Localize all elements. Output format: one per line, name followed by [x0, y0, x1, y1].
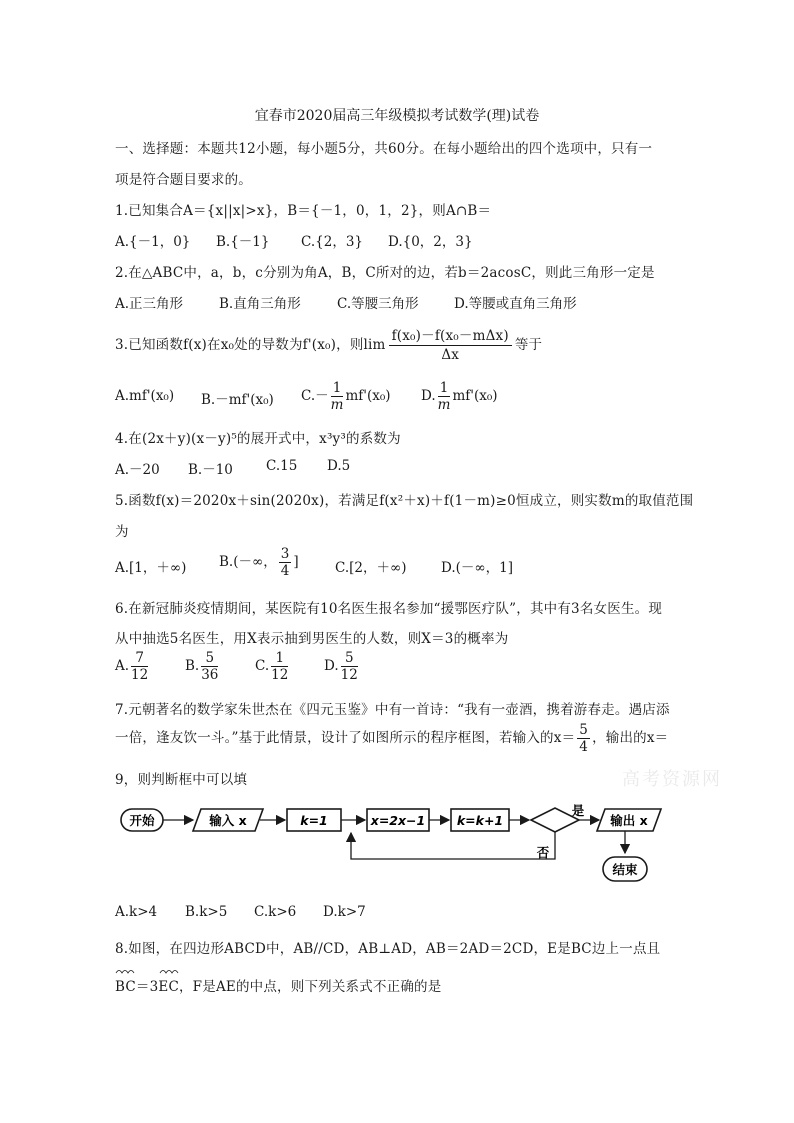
q5-stem-line1: 5.函数f(x)＝2020x＋sin(2020x)，若满足f(x²＋x)＋f(1－m)≥0恒成立，则实数m的取值范围: [115, 493, 694, 509]
q6-option-d-letter: D.: [324, 658, 339, 674]
q4-stem: 4.在(2x＋y)(x－y)⁵的展开式中，x³y³的系数为: [115, 431, 401, 447]
q7-stem-line2: [115, 722, 668, 755]
q2-option-d: D.等腰或直角三角形: [454, 296, 577, 312]
q3-limit-denominator: Δx: [441, 347, 460, 363]
q6-option-a-letter: A.: [115, 658, 130, 674]
q6-option-b: [185, 650, 220, 683]
q3-option-a: A.mf'(x₀): [115, 388, 175, 404]
q7-stem-line1: 7.元朝著名的数学家朱世杰在《四元玉鉴》中有一首诗：“我有一壶酒，携着游春走。遇店添: [115, 702, 670, 718]
q3-option-d-fraction: [438, 380, 451, 413]
q6-option-d-numerator: 5: [341, 650, 358, 667]
q6-option-d-denominator: 12: [340, 667, 358, 683]
q2-stem: 2.在△ABC中，a，b，c分别为角A，B，C所对的边，若b＝2acosC，则此三角形一定是: [115, 265, 655, 281]
q3-option-c-suffix: mf'(x₀): [345, 388, 391, 404]
q6-option-c-denominator: 12: [271, 667, 289, 683]
q2-option-a: A.正三角形: [115, 296, 184, 312]
q2-option-b: B.直角三角形: [219, 296, 301, 312]
q6-stem-line1: 6.在新冠肺炎疫情期间，某医院有10名医生报名参加“援鄂医疗队”，其中有3名女医生。现: [115, 601, 663, 617]
vector-arrow-ec: [160, 971, 178, 974]
q4-option-b: B.－10: [188, 462, 233, 478]
q5-option-b-numerator: 3: [280, 546, 290, 562]
q6-option-d-fraction: [341, 650, 358, 683]
q6-option-b-denominator: 36: [201, 667, 219, 683]
q6-option-b-letter: B.: [185, 658, 200, 674]
q5-option-b: [219, 546, 299, 579]
flow-no-label: 否: [536, 845, 550, 860]
flow-output-label: 输出 x: [610, 813, 648, 828]
q4-option-d: D.5: [327, 458, 351, 474]
q3-option-d: [421, 380, 498, 413]
q7-x-denominator: 4: [579, 739, 589, 755]
q8-stem-line1: 8.如图，在四边形ABCD中，AB//CD，AB⊥AD，AB＝2AD＝2CD，E是BC边上一点且: [115, 941, 661, 957]
flow-yes-label: 是: [571, 803, 585, 818]
q3-option-b: B.－mf'(x₀): [201, 392, 274, 408]
q6-option-c-fraction: [271, 650, 288, 683]
q3-limit-numerator: f(x₀)－f(x₀－mΔx): [389, 327, 512, 346]
q6-option-a-numerator: 7: [131, 650, 148, 667]
q7-x-numerator: 5: [579, 722, 589, 738]
flow-end-label: 结束: [612, 862, 638, 877]
q3-option-d-denominator: m: [437, 397, 451, 413]
q6-option-a: [115, 650, 150, 683]
q3-option-d-suffix: mf'(x₀): [452, 388, 498, 404]
flow-loop-arrow: [351, 832, 555, 859]
q3-option-d-prefix: D.: [421, 388, 436, 404]
q6-option-a-denominator: 12: [131, 667, 149, 683]
q5-option-d: D.(－∞，1]: [441, 560, 514, 576]
flow-start-label: 开始: [129, 813, 155, 828]
q3-option-c-prefix: C.－: [301, 388, 329, 404]
q7-stem-line2-post: ，输出的x＝: [592, 730, 669, 746]
q7-option-d: D.k>7: [323, 904, 366, 920]
flow-init-label: k=1: [300, 813, 328, 828]
q7-flowchart: [115, 797, 675, 892]
flow-update-k-label: k=k+1: [456, 813, 504, 828]
q4-option-a: A.－20: [115, 462, 160, 478]
q7-stem-line3: 9，则判断框中可以填: [115, 772, 248, 788]
q5-option-b-fraction: [279, 546, 292, 579]
q2-option-c: C.等腰三角形: [337, 296, 419, 312]
q3-option-c-fraction: [331, 380, 344, 413]
q6-option-b-fraction: [201, 650, 218, 683]
q8-vector-marks: [115, 967, 185, 975]
q3-option-c-numerator: 1: [331, 380, 344, 397]
q3-option-d-numerator: 1: [438, 380, 451, 397]
watermark: 高考资源网: [622, 769, 722, 790]
q1-option-b: B.{－1}: [216, 234, 270, 250]
q6-stem-line2: 从中抽选5名医生，用X表示抽到男医生的人数，则X＝3的概率为: [115, 631, 509, 647]
q6-option-c: [255, 650, 290, 683]
q8-stem-line2: BC＝3EC，F是AE的中点，则下列关系式不正确的是: [115, 979, 442, 995]
q5-option-b-denominator: 4: [280, 563, 290, 579]
q6-option-c-letter: C.: [255, 658, 270, 674]
flow-input-label: 输入 x: [209, 813, 247, 828]
exam-title: 宜春市2020届高三年级模拟考试数学(理)试卷: [254, 108, 540, 124]
q1-option-d: D.{0，2，3}: [388, 234, 473, 250]
q3-option-c: [301, 380, 391, 413]
q6-option-b-numerator: 5: [201, 650, 218, 667]
q6-option-a-fraction: [131, 650, 148, 683]
q3-stem-post: 等于: [514, 337, 543, 353]
q3-stem: [115, 327, 542, 364]
q6-option-d: [324, 650, 360, 683]
section-heading-line2: 项是符合题目要求的。: [115, 172, 252, 188]
q7-x-fraction: [577, 722, 590, 755]
q7-option-c: C.k>6: [254, 904, 297, 920]
q5-stem-line2: 为: [115, 524, 129, 540]
q7-option-b: B.k>5: [185, 904, 228, 920]
vector-arrow-bc: [116, 971, 134, 974]
q3-option-c-denominator: m: [330, 397, 344, 413]
q3-stem-pre: 3.已知函数f(x)在x₀处的导数为f'(x₀)，则lim: [115, 337, 386, 353]
q1-option-a: A.{－1，0}: [115, 234, 191, 250]
section-heading-line1: 一、选择题：本题共12小题，每小题5分，共60分。在每小题给出的四个选项中，只有一: [115, 141, 653, 157]
q5-option-b-suffix: ]: [293, 554, 299, 570]
q6-option-c-numerator: 1: [271, 650, 288, 667]
q5-option-b-prefix: B.(－∞，: [219, 554, 277, 570]
q4-option-c: C.15: [266, 458, 298, 474]
q5-option-a: A.[1，＋∞): [115, 560, 187, 576]
q1-option-c: C.{2，3}: [301, 234, 363, 250]
flow-update-x-label: x=2x−1: [370, 813, 426, 828]
q5-option-c: C.[2，＋∞): [335, 560, 407, 576]
q7-stem-line2-pre: 一倍，逢友饮一斗。”基于此情景，设计了如图所示的程序框图，若输入的x＝: [115, 730, 576, 746]
q1-stem: 1.已知集合A＝{x||x|>x}，B＝{－1，0，1，2}，则A∩B＝: [115, 203, 492, 219]
q3-limit-fraction: [389, 327, 512, 364]
q7-option-a: A.k>4: [115, 904, 158, 920]
